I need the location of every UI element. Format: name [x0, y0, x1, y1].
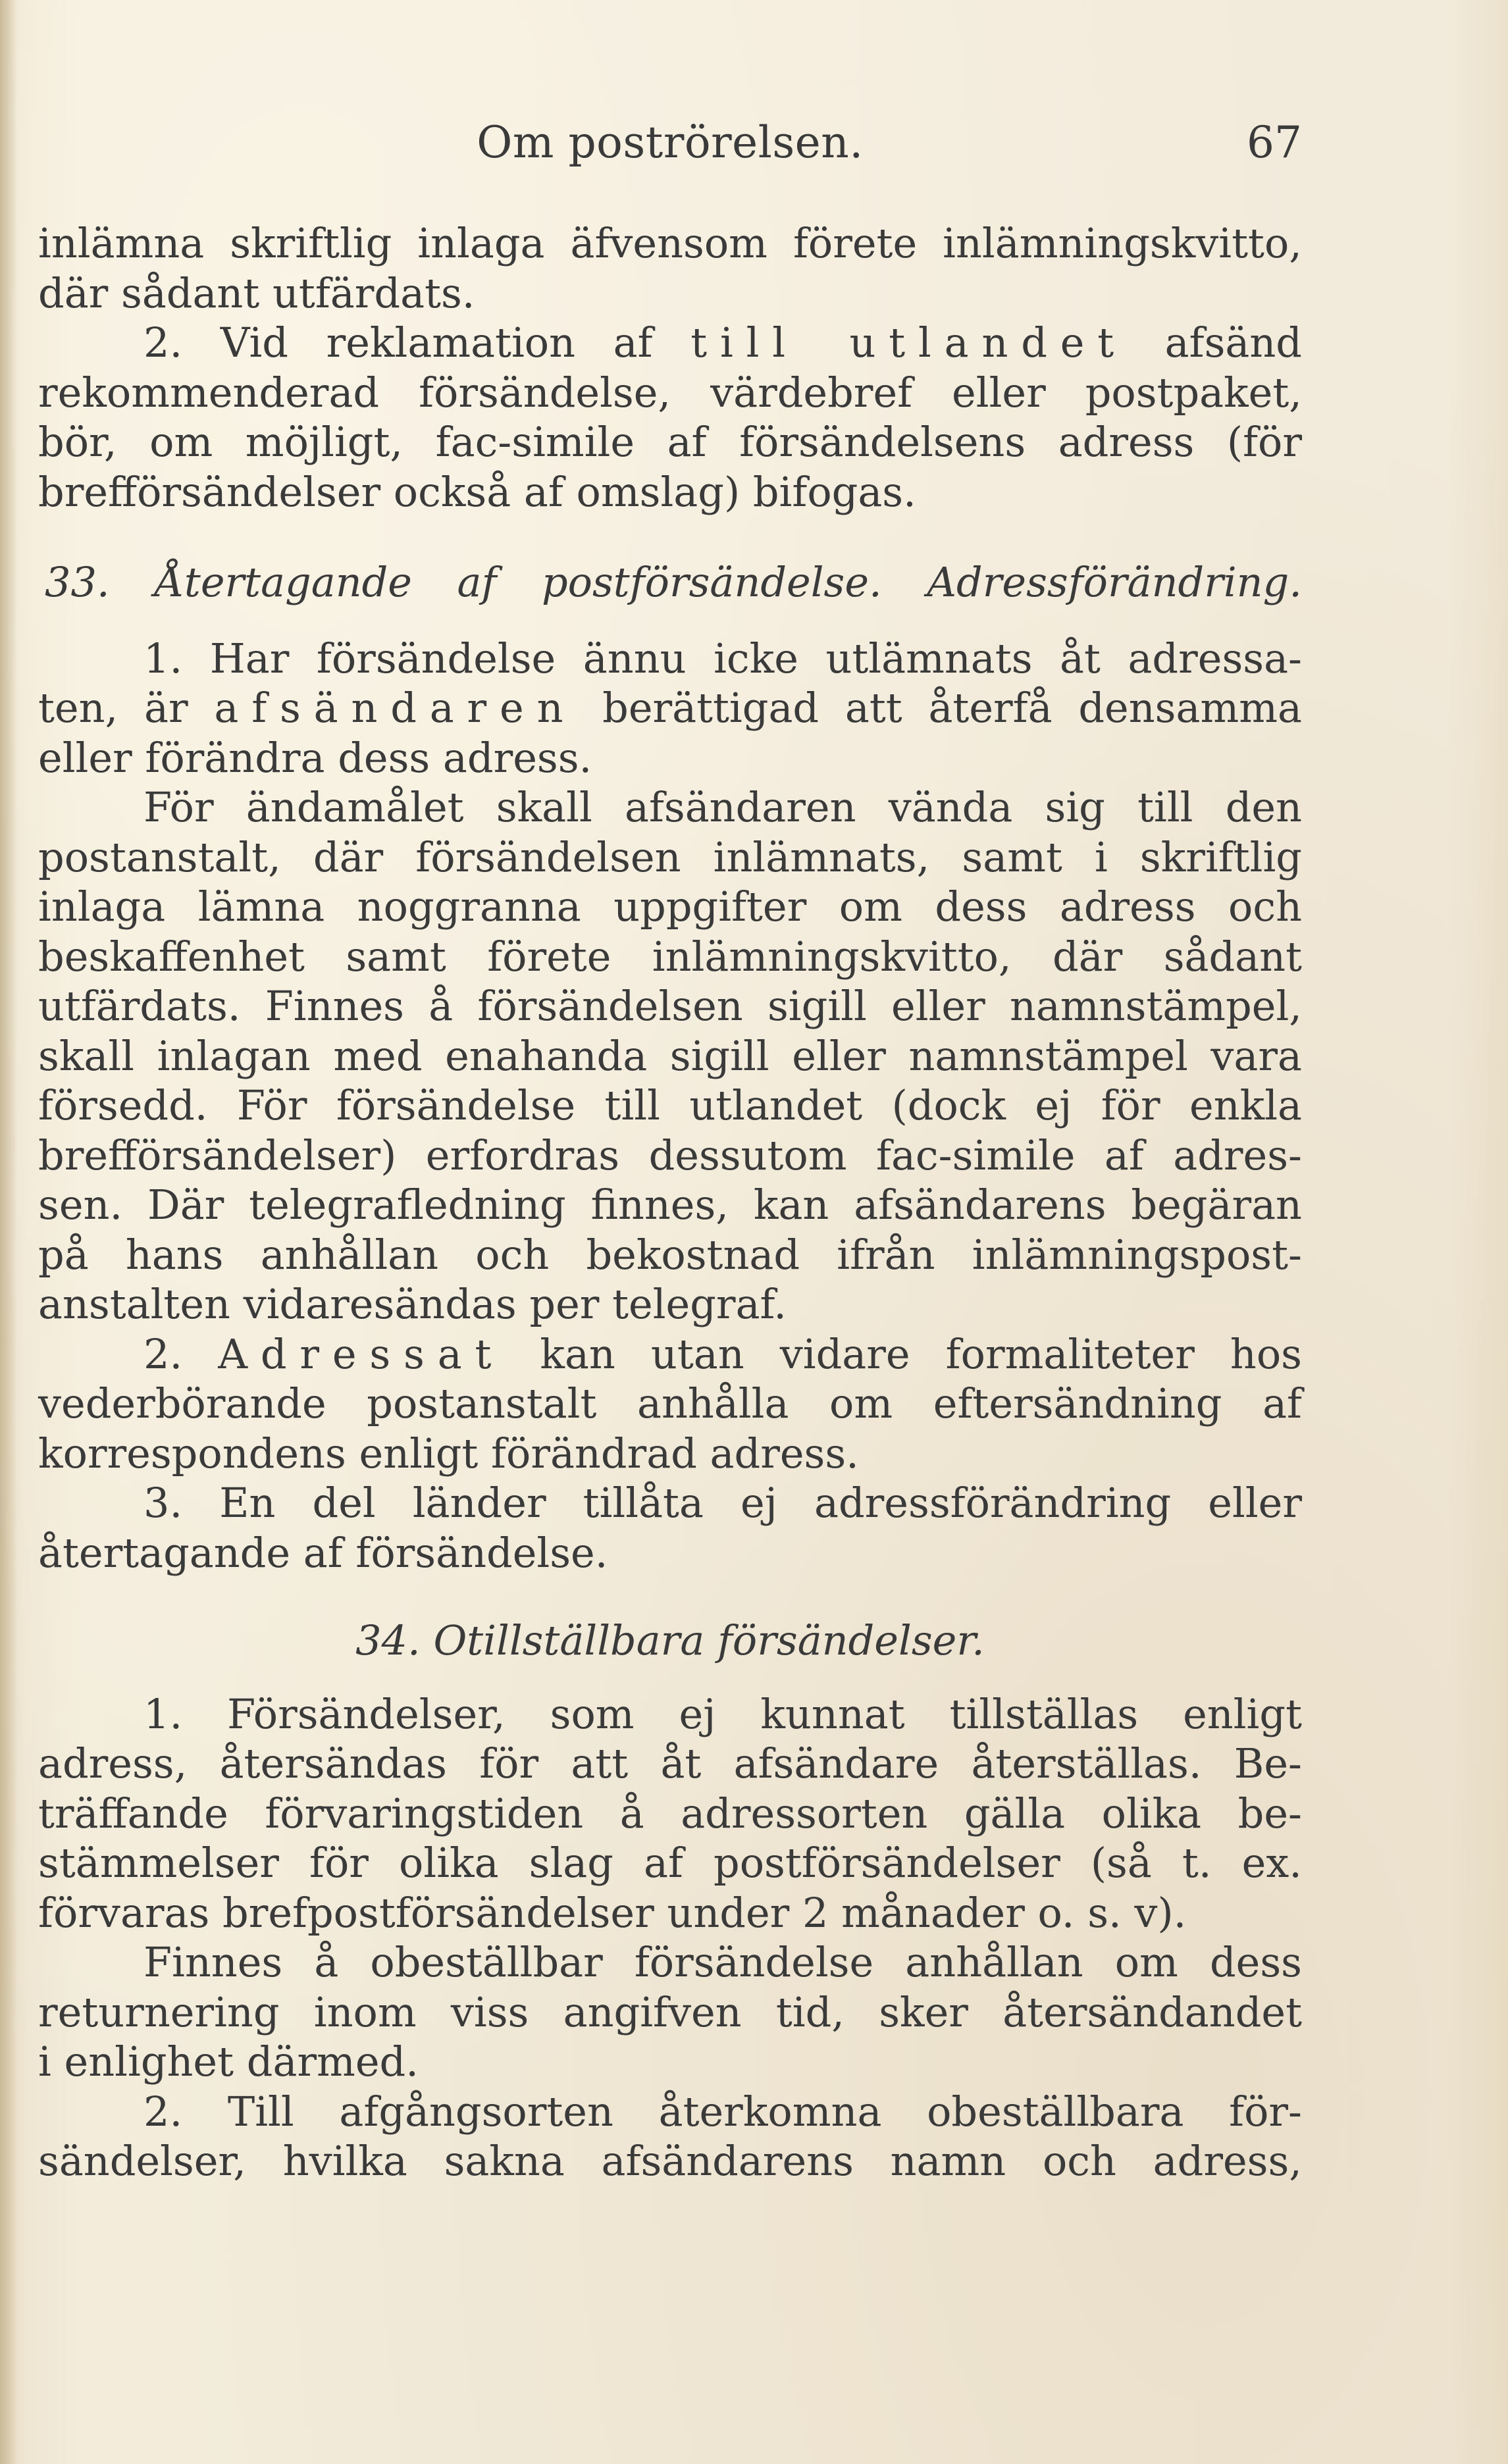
- page-number: 67: [1247, 117, 1302, 168]
- text-line: [38, 683, 1302, 733]
- page-spine-shadow: [0, 0, 17, 2464]
- text-line: inlämna skriftlig inlaga äfvensom förete inlämningskvitto,: [38, 219, 1302, 267]
- line-part: berättigad att återfå densamma: [602, 684, 1302, 732]
- text-line: återtagande af försändelse.: [38, 1528, 608, 1577]
- text-line: returnering inom viss angifven tid, sker återsändandet: [38, 1988, 1302, 2036]
- text-line: skall inlagan med enahanda sigill eller namnstämpel vara: [38, 1031, 1302, 1080]
- text-line: bör, om möjligt, fac-simile af försändelsens adress (för: [38, 418, 1302, 466]
- spaced-emphasis: Adressat: [218, 1329, 505, 1378]
- text-line: eller förändra dess adress.: [38, 733, 592, 782]
- text-line: korrespondens enligt förändrad adress.: [38, 1429, 859, 1477]
- text-line: vederbörande postanstalt anhålla om eftersändning af: [38, 1379, 1302, 1427]
- section-title: Återtagande af postförsändelse.: [155, 558, 882, 606]
- text-line: brefförsändelser också af omslag) bifogas.: [38, 467, 916, 516]
- line-part: ten, är: [38, 684, 188, 732]
- text-line: [38, 318, 1302, 368]
- text-line: utfärdats. Finnes å försändelsen sigill eller namnstämpel,: [38, 982, 1302, 1030]
- text-line: adress, återsändas för att åt afsändare återställas. Be-: [38, 1739, 1302, 1787]
- section-number: 34.: [355, 1616, 421, 1664]
- text-line: 2. Till afgångsorten återkomna obeställbara för-: [143, 2087, 1302, 2136]
- text-line: på hans anhållan och bekostnad ifrån inlämningspost-: [38, 1230, 1302, 1279]
- body-text: [38, 218, 1302, 2186]
- line-part: afsänd: [1164, 319, 1302, 367]
- section-heading-33: [38, 557, 1302, 607]
- spaced-emphasis: afsändaren: [214, 684, 577, 732]
- text-line: [38, 1329, 1302, 1379]
- text-line: sen. Där telegrafledning finnes, kan afsändarens begäran: [38, 1181, 1302, 1229]
- text-line: försedd. För försändelse till utlandet (dock ej för enkla: [38, 1081, 1302, 1129]
- section-subtitle: Adressförändring.: [927, 558, 1302, 606]
- section-heading-34: [38, 1616, 1302, 1666]
- text-line: brefförsändelser) erfordras dessutom fac-simile af adres-: [38, 1131, 1302, 1179]
- text-line: Finnes å obeställbar försändelse anhållan om dess: [143, 1938, 1302, 1986]
- section-title: Otillställbara försändelser.: [433, 1616, 985, 1664]
- running-title: Om poströrelsen.: [477, 117, 864, 168]
- text-line: 1. Har försändelse ännu icke utlämnats åt adressa-: [143, 634, 1302, 682]
- section-number: 33.: [45, 558, 110, 606]
- text-line: stämmelser för olika slag af postförsändelser (så t. ex.: [38, 1839, 1302, 1887]
- text-line: anstalten vidaresändas per telegraf.: [38, 1280, 787, 1328]
- text-line: där sådant utfärdats.: [38, 269, 475, 317]
- text-line: träffande förvaringstiden å adressorten gälla olika be-: [38, 1789, 1302, 1837]
- line-part: 2.: [143, 1329, 183, 1378]
- text-line: beskaffenhet samt förete inlämningskvitto, där sådant: [38, 932, 1302, 981]
- text-line: inlaga lämna noggranna uppgifter om dess adress och: [38, 883, 1302, 931]
- text-line: sändelser, hvilka sakna afsändarens namn och adress,: [38, 2137, 1302, 2185]
- page-header: [38, 117, 1302, 176]
- text-line: 3. En del länder tillåta ej adressförändring eller: [143, 1479, 1302, 1527]
- text-line: i enlighet därmed.: [38, 2038, 419, 2086]
- text-line: postanstalt, där försändelsen inlämnats, samt i skriftlig: [38, 833, 1302, 881]
- spaced-emphasis: till utlandet: [690, 319, 1128, 367]
- text-line: förvaras brefpostförsändelser under 2 månader o. s. v).: [38, 1888, 1187, 1937]
- text-line: rekommenderad försändelse, värdebref eller postpaket,: [38, 368, 1302, 417]
- text-line: 1. Försändelser, som ej kunnat tillställas enligt: [143, 1689, 1302, 1738]
- line-part: kan utan vidare formaliteter hos: [540, 1329, 1302, 1378]
- line-part: 2. Vid reklamation af: [143, 319, 653, 367]
- text-line: För ändamålet skall afsändaren vända sig till den: [143, 783, 1302, 831]
